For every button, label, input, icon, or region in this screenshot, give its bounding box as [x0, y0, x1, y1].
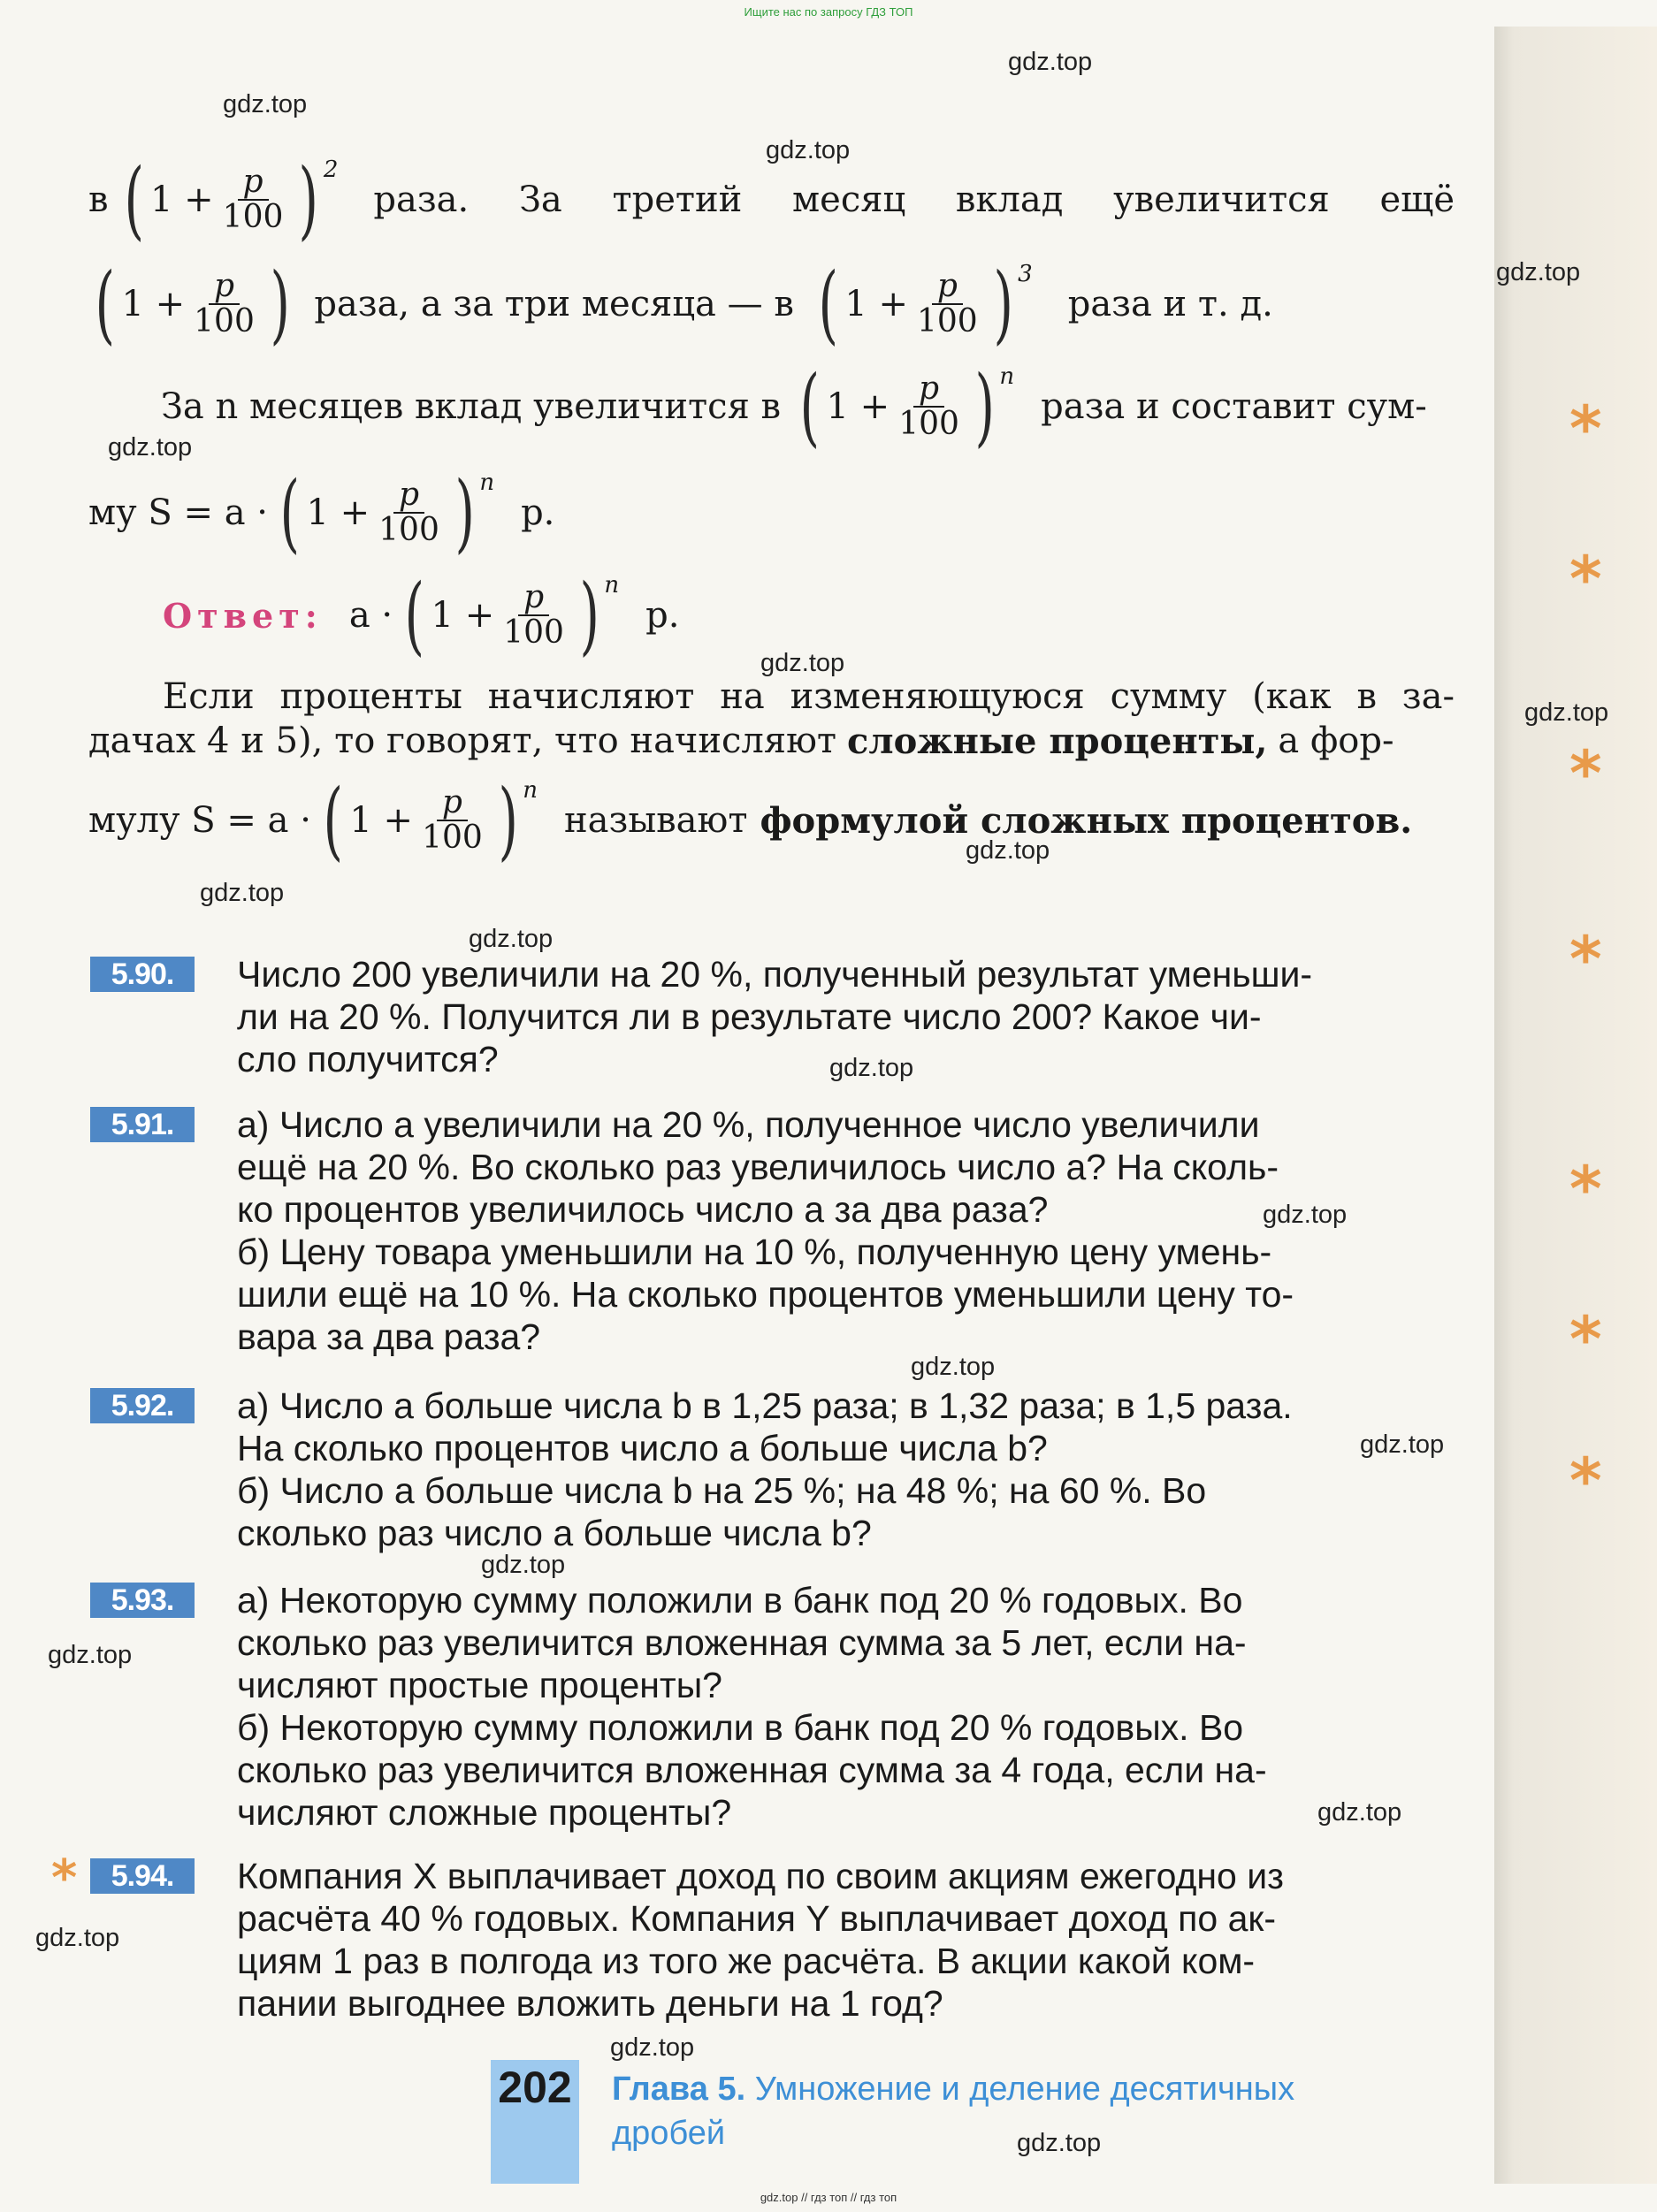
bracket-expression: ( 1 + $\frac{p}{100}$ ) — [323, 771, 518, 870]
text: р. — [521, 492, 555, 533]
problem-number-badge: 5.91. — [90, 1107, 195, 1142]
text: раза и т. д. — [1067, 284, 1273, 324]
text: a · — [348, 595, 393, 636]
numerator: p — [518, 581, 549, 616]
problem-text — [237, 1579, 1456, 1834]
bracket-expression: ( 1 + $\frac{p}{100}$ ) — [124, 150, 319, 249]
text-line: шили ещё на 10 %. На сколько процентов уменьшили цену то- — [237, 1274, 1294, 1315]
numerator: p — [393, 478, 424, 514]
watermark: gdz.top — [1496, 258, 1581, 286]
watermark: gdz.top — [1317, 1798, 1402, 1827]
watermark: gdz.top — [1524, 698, 1609, 727]
denominator: 100 — [222, 199, 284, 235]
watermark: gdz.top — [469, 925, 554, 953]
text-line: Компания X выплачивает доход по своим акциям ежегодно из — [237, 1856, 1284, 1896]
exponent: n — [479, 469, 495, 496]
numerator: p — [238, 165, 269, 201]
text: 1 + — [844, 284, 908, 324]
bracket-expression: ( 1 + $\frac{p}{100}$ ) — [818, 255, 1013, 354]
numerator: p — [932, 270, 963, 305]
flower-ornament-icon: * — [1569, 1303, 1602, 1376]
text: 1 + — [826, 386, 890, 427]
flower-ornament-icon: * — [1569, 1153, 1602, 1225]
text-line: а) Некоторую сумму положили в банк под 20 % годовых. Во — [237, 1580, 1243, 1621]
text: раза и составит сум- — [1041, 386, 1427, 427]
page-number-block — [491, 2060, 579, 2184]
text-line: Число 200 увеличили на 20 %, полученный результат уменьши- — [237, 954, 1313, 995]
watermark: gdz.top — [1017, 2129, 1102, 2157]
watermark: gdz.top — [911, 1353, 996, 1381]
problem-text — [237, 1855, 1456, 2025]
watermark: gdz.top — [481, 1551, 566, 1579]
chapter-title: Умножение и деление десятичных — [754, 2071, 1295, 2108]
denominator: 100 — [194, 303, 255, 339]
chapter-label: Глава 5. — [612, 2071, 746, 2108]
text: называют — [564, 800, 748, 841]
bracket-expression: ( 1 + $\frac{p}{100}$ ) — [404, 566, 599, 665]
text: 1 + — [431, 595, 495, 636]
text-line: пании выгоднее вложить деньги на 1 год? — [237, 1983, 943, 2024]
flower-ornament-icon: * — [1569, 543, 1602, 615]
watermark: gdz.top — [829, 1054, 914, 1082]
numerator: p — [913, 372, 944, 408]
numerator: p — [437, 786, 468, 821]
text: 1 + — [149, 179, 214, 220]
text-line: ещё на 20 %. Во сколько раз увеличилось число a? На сколь- — [237, 1147, 1279, 1187]
text-line: а) Число a увеличили на 20 %, полученное число увеличили — [237, 1104, 1260, 1145]
watermark: gdz.top — [200, 879, 285, 907]
text: дачах 4 и 5), то говорят, что начисляют — [88, 721, 837, 761]
problem-number-badge: 5.94. — [90, 1858, 195, 1894]
flower-ornament-icon: * — [1569, 737, 1602, 810]
watermark: gdz.top — [1263, 1201, 1348, 1229]
text: 1 + — [121, 284, 186, 324]
text: р. — [645, 595, 680, 636]
text: За n месяцев вклад увеличится в — [161, 386, 782, 427]
watermark: gdz.top — [1008, 48, 1093, 76]
exponent: n — [604, 572, 620, 599]
problem-5-91 — [90, 1103, 1456, 1358]
chapter-footer — [612, 2067, 1294, 2155]
site-footer-links[interactable]: gdz.top // гдз топ // гдз топ — [760, 2191, 897, 2204]
text-line: б) Цену товара уменьшили на 10 %, полученную цену умень- — [237, 1232, 1272, 1272]
exponent: 2 — [323, 156, 339, 183]
problem-text — [237, 1384, 1456, 1554]
exponent: n — [999, 363, 1015, 390]
denominator: 100 — [917, 303, 978, 339]
problem-number-badge: 5.92. — [90, 1388, 195, 1423]
problem-number-badge: 5.90. — [90, 957, 195, 992]
flower-ornament-icon: * — [1569, 1445, 1602, 1517]
text: в — [88, 179, 109, 220]
text-line: б) Число a больше числа b на 25 %; на 48 %; на 60 %. Во — [237, 1470, 1207, 1511]
text-line: а) Число a больше числа b в 1,25 раза; в 1,32 раза; в 1,5 раза. — [237, 1385, 1293, 1426]
problem-5-92 — [90, 1384, 1456, 1554]
numerator: p — [209, 270, 240, 305]
text-line: б) Некоторую сумму положили в банк под 20 % годовых. Во — [237, 1707, 1244, 1748]
text: му S = a · — [88, 492, 268, 533]
page-number: 202 — [498, 2063, 572, 2112]
exponent: 3 — [1018, 261, 1033, 287]
bracket-expression: ( 1 + $\frac{p}{100}$ ) — [799, 357, 995, 456]
denominator: 100 — [378, 512, 439, 548]
watermark: gdz.top — [760, 649, 845, 677]
star-difficulty-icon: * — [51, 1850, 78, 1907]
text: 1 + — [306, 492, 370, 533]
denominator: 100 — [898, 406, 959, 442]
formula-line-2 — [88, 255, 1455, 354]
flower-ornament-icon: * — [1569, 923, 1602, 995]
term-compound-interest: сложные проценты, — [847, 720, 1268, 762]
text-line: циям 1 раз в полгода из того же расчёта. В акции какой ком- — [237, 1941, 1256, 1981]
text-line: числяют простые проценты? — [237, 1665, 722, 1705]
text-line: сколько раз увеличится вложенная сумма за 4 года, если на- — [237, 1750, 1267, 1790]
text-line: На сколько процентов число a больше числа b? — [237, 1428, 1048, 1468]
exponent: n — [523, 777, 538, 804]
flower-ornament-icon: * — [1569, 393, 1602, 465]
text: раза. За третий месяц вклад увеличится ещё — [373, 179, 1455, 220]
problem-5-94 — [90, 1855, 1456, 2025]
paragraph-line-1 — [163, 674, 1455, 720]
watermark: gdz.top — [35, 1924, 120, 1952]
paragraph-line-2 — [88, 718, 1455, 764]
text-line: сколько раз число a больше числа b? — [237, 1513, 872, 1553]
problem-5-90 — [90, 953, 1456, 1080]
denominator: 100 — [503, 614, 564, 651]
formula-line-4 — [88, 463, 1455, 562]
problem-text — [237, 1103, 1456, 1358]
term-compound-interest-formula: формулой сложных процентов. — [760, 799, 1413, 842]
watermark: gdz.top — [766, 136, 851, 164]
problem-5-93 — [90, 1579, 1456, 1834]
bracket-expression: ( 1 + $\frac{p}{100}$ ) — [95, 255, 290, 354]
text: мулу S = a · — [88, 800, 311, 841]
text-line: вара за два раза? — [237, 1316, 541, 1357]
text-line: расчёта 40 % годовых. Компания Y выплачивает доход по ак- — [237, 1898, 1276, 1939]
watermark: gdz.top — [966, 836, 1050, 865]
page-edge-shadow — [1494, 27, 1657, 2184]
bracket-expression: ( 1 + $\frac{p}{100}$ ) — [279, 463, 475, 562]
text: раза, а за три месяца — в — [314, 284, 794, 324]
text-line: сло получится? — [237, 1039, 499, 1079]
text-line: числяют сложные проценты? — [237, 1792, 732, 1833]
watermark: gdz.top — [223, 90, 308, 118]
text-line: сколько раз увеличится вложенная сумма за 5 лет, если на- — [237, 1622, 1247, 1663]
text-line: ко процентов увеличилось число a за два раза? — [237, 1189, 1049, 1230]
paragraph-line-3 — [88, 771, 1455, 870]
text: Если проценты начисляют на изменяющуюся сумму (как в за- — [163, 676, 1455, 717]
text: 1 + — [349, 800, 414, 841]
formula-line-3 — [161, 357, 1455, 456]
site-banner[interactable]: Ищите нас по запросу ГДЗ ТОП — [744, 5, 913, 19]
answer-label: Ответ: — [163, 595, 323, 636]
text-line: ли на 20 %. Получится ли в результате число 200? Какое чи- — [237, 996, 1262, 1037]
problem-text — [237, 953, 1456, 1080]
chapter-title: дробей — [612, 2115, 726, 2152]
text: а фор- — [1278, 721, 1394, 761]
watermark: gdz.top — [1360, 1430, 1445, 1459]
watermark: gdz.top — [108, 433, 193, 461]
watermark: gdz.top — [610, 2033, 695, 2062]
problem-number-badge: 5.93. — [90, 1583, 195, 1618]
denominator: 100 — [422, 820, 483, 856]
watermark: gdz.top — [48, 1641, 133, 1669]
